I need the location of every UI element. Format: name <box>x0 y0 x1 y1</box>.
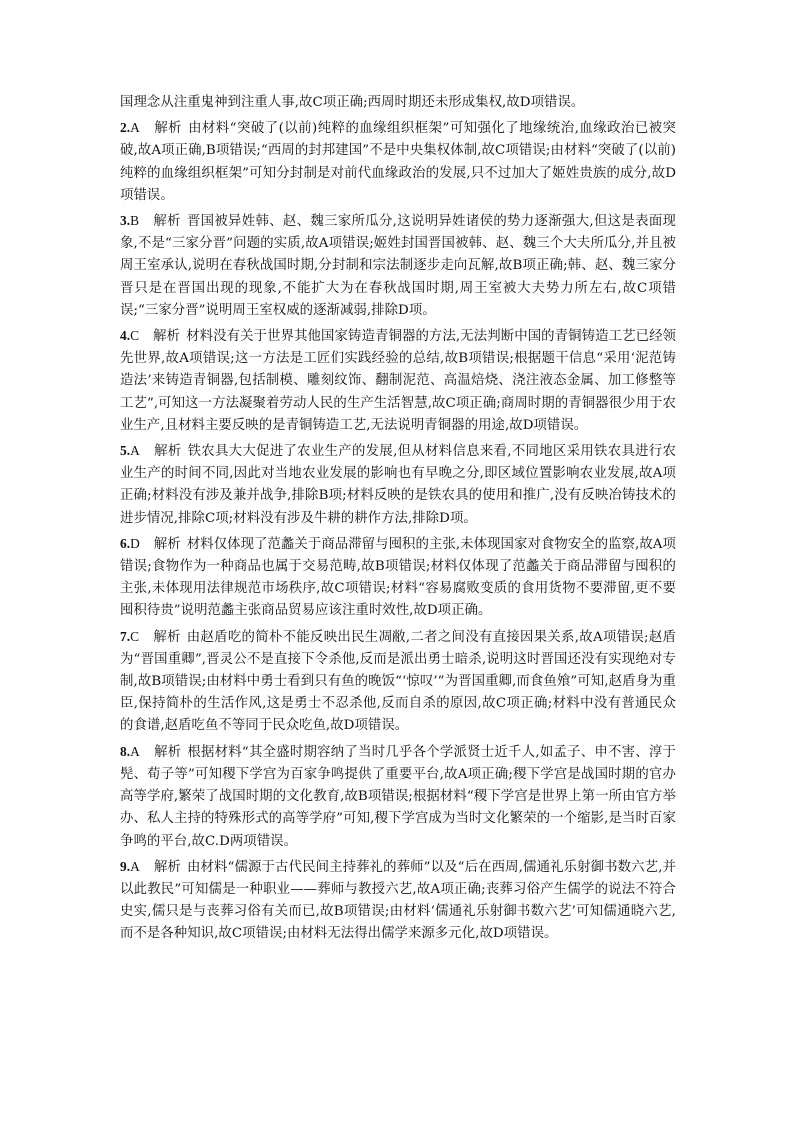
analysis-label: 解析 <box>153 629 181 645</box>
paragraph-text: 由赵盾吃的简朴不能反映出民生凋敝,二者之间没有直接因果关系,故A项错误;赵盾为“晋国重卿”,晋灵公不是直接下令杀他,反而是派出勇士暗杀,说明这时晋国还没有实现绝对专制,故B项错误;由材料中勇士看到只有鱼的晚饭“‘惊叹’”为晋国重卿,而食鱼飧”可知,赵盾身为重臣,保持简朴的生活作风,这是勇士不忍杀他,反而自杀的原因,故C项正确;材料中没有普通民众的食谱,赵盾吃鱼不等同于民众吃鱼,故D项错误。 <box>120 629 676 734</box>
paragraph-text: 材料没有关于世界其他国家铸造青铜器的方法,无法判断中国的青铜铸造工艺已经领先世界,故A项错误;这一方法是工匠们实践经验的总结,故B项错误;根据题干信息“采用‘泥范铸造法’来铸造青铜器,包括制模、雕刻纹饰、翻制泥范、高温焙烧、浇注液态金属、加工修整等工艺”,可知这一方法凝聚着劳动人民的生产生活智慧,故C项正确;商周时期的青铜器很少用于农业生产,且材料主要反映的是青铜铸造工艺,无法说明青铜器的用途,故D项错误。 <box>120 329 676 433</box>
question-number: 3. <box>120 213 131 229</box>
question-number: 9. <box>120 858 131 874</box>
paragraph-text: 晋国被异姓韩、赵、魏三家所瓜分,这说明异姓诸侯的势力逐渐强大,但这是表面现象,不是“三家分晋”问题的实质,故A项错误;姬姓封国晋国被韩、赵、魏三个大夫所瓜分,并且被周王室承认,说明在春秋战国时期,分封制和宗法制逐步走向瓦解,故B项正确;韩、赵、魏三家分晋只是在晋国出现的现象,不能扩大为在春秋战国时期,周王室被大夫势力所左右,故C项错误;“三家分晋”说明周王室权威的逐渐减弱,排除D项。 <box>120 214 676 318</box>
paragraph-text: 由材料“突破了(以前)纯粹的血缘组织框架”可知强化了地缘统治,血缘政治已被突破,故A项正确,B项错误;“西周的封邦建国”不是中央集权体制,故C项错误;由材料“突破了(以前)纯粹的血缘组织框架”可知分封制是对前代血缘政治的发展,只不过加大了姬姓贵族的成分,故D项错误。 <box>120 121 677 203</box>
analysis-label: 解析 <box>153 329 181 345</box>
answer-paragraph-8 <box>120 741 676 853</box>
answer-document <box>120 92 676 949</box>
analysis-label: 解析 <box>153 214 181 230</box>
paragraph-text: 铁农具大大促进了农业生产的发展,但从材料信息来看,不同地区采用铁农具进行农业生产的时间不同,因此对当地农业发展的影响也有早晚之分,即区域位置影响农业发展,故A项正确;材料没有涉及兼并战争,排除B项;材料反映的是铁农具的使用和推广,没有反映冶铸技术的进步情况,排除C项;材料没有涉及牛耕的耕作方法,排除D项。 <box>120 444 676 526</box>
answer-letter: B <box>130 213 140 229</box>
question-number: 6. <box>120 535 131 551</box>
answer-paragraph-7 <box>120 626 676 738</box>
answer-paragraph-3 <box>120 210 676 322</box>
paragraph-text: 由材料“儒源于古代民间主持葬礼的葬师”以及“后在西周,儒通礼乐射御书数六艺,并以此教民”可知儒是一种职业——葬师与教授六艺,故A项正确;丧葬习俗产生儒学的说法不符合史实,儒只是与丧葬习俗有关而已,故B项错误;由材料‘儒通礼乐射御书数六艺’可知儒通晓六艺,而不是各种知识,故C项错误;由材料无法得出儒学来源多元化,故D项错误。 <box>120 859 677 942</box>
analysis-label: 解析 <box>153 536 181 552</box>
analysis-label: 解析 <box>153 859 181 875</box>
answer-letter: D <box>130 535 140 551</box>
question-number: 2. <box>120 120 131 136</box>
question-number: 4. <box>120 328 131 344</box>
answer-letter: A <box>130 858 140 874</box>
question-number: 8. <box>120 743 131 759</box>
analysis-label: 解析 <box>153 121 183 137</box>
answer-paragraph-6 <box>120 533 676 623</box>
paragraph-text: 材料仅体现了范蠡关于商品滞留与囤积的主张,未体现国家对食物安全的监察,故A项错误;食物作为一种商品也属于交易范畴,故B项错误;材料仅体现了范蠡关于商品滞留与囤积的主张,未体现用法律规范市场秩序,故C项错误;材料“容易腐败变质的食用货物不要滞留,更不要囤积待贵”说明范蠡主张商品贸易应该注重时效性,故D项正确。 <box>120 536 676 619</box>
answer-letter: C <box>130 628 140 644</box>
answer-letter: A <box>130 743 140 759</box>
paragraph-text: 国理念从注重鬼神到注重人事,故C项正确;西周时期还未形成集权,故D项错误。 <box>120 95 585 110</box>
answer-paragraph-4 <box>120 325 676 437</box>
answer-letter: C <box>130 328 140 344</box>
answer-letter: A <box>130 120 140 136</box>
answer-paragraph-9 <box>120 856 676 946</box>
question-number: 5. <box>120 443 131 459</box>
question-number: 7. <box>120 628 131 644</box>
analysis-label: 解析 <box>153 744 182 760</box>
answer-paragraph-5 <box>120 440 676 530</box>
paragraph-text: 根据材料“其全盛时期容纳了当时几乎各个学派贤士近千人,如孟子、申不害、淳于髡、荀子等”可知稷下学宫为百家争鸣提供了重要平台,故A项正确;稷下学宫是战国时期的官办高等学府,繁荣了战国时期的文化教育,故B项错误;根据材料“稷下学宫是世界上第一所由官方举办、私人主持的特殊形式的高等学府”可知,稷下学宫成为当时文化繁荣的一个缩影,是当时百家争鸣的平台,故C.D两项错误。 <box>120 744 676 849</box>
analysis-label: 解析 <box>153 444 182 460</box>
answer-paragraph-continued <box>120 92 676 114</box>
answer-paragraph-2 <box>120 117 676 207</box>
answer-letter: A <box>130 443 140 459</box>
